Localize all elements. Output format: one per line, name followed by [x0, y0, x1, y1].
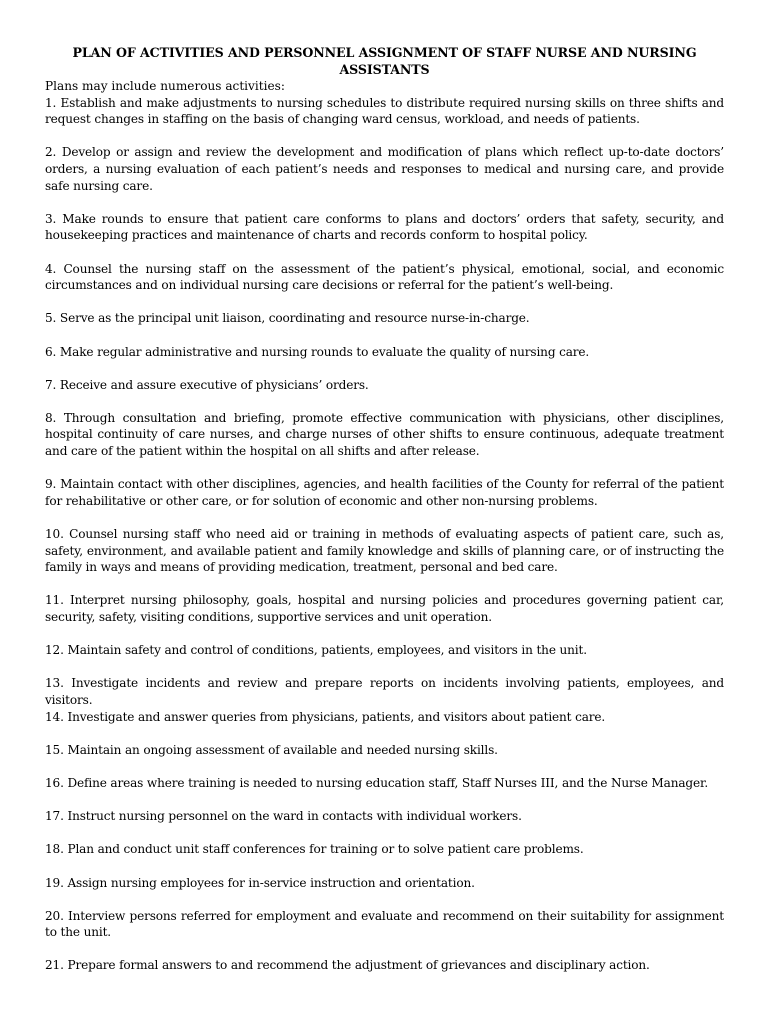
list-item-10: 10. Counsel nursing staff who need aid or training in methods of evaluating aspects of patient care, such as, safety, environment, and available patient and family knowledge and skills of planning care, or of instructing the family in ways and means of providing medication, treatment, personal and bed care.: [45, 527, 724, 575]
list-item-1: 1. Establish and make adjustments to nursing schedules to distribute required nursing skills on three shifts and request changes in staffing on the basis of changing ward census, workload, and needs of patients.: [45, 95, 724, 127]
list-item-13: 13. Investigate incidents and review and prepare reports on incidents involving patients, employees, and visitors.: [45, 676, 724, 707]
intro-text: Plans may include numerous activities:: [45, 79, 285, 93]
list-item-12: 12. Maintain safety and control of conditions, patients, employees, and visitors in the unit.: [45, 643, 587, 658]
list-item-11: 11. Interpret nursing philosophy, goals, hospital and nursing policies and procedures governing patient car, security, safety, visiting conditions, supportive services and unit operation.: [45, 593, 724, 624]
list-item-18: 18. Plan and conduct unit staff conferences for training or to solve patient care problems.: [45, 842, 584, 857]
list-item-6: 6. Make regular administrative and nursing rounds to evaluate the quality of nursing care.: [45, 344, 590, 359]
list-item-3: 3. Make rounds to ensure that patient care conforms to plans and doctors’ orders that safety, security, and housekeeping practices and maintenance of charts and records conform to hospital policy.: [45, 211, 724, 243]
list-item-16: 16. Define areas where training is needed to nursing education staff, Staff Nurses III, and the Nurse Manager.: [45, 775, 709, 790]
list-item-9: 9. Maintain contact with other disciplines, agencies, and health facilities of the County for referral of the patient for rehabilitative or other care, or for solution of economic and other non-nursing problems.: [45, 477, 724, 508]
list-item-19: 19. Assign nursing employees for in-service instruction and orientation.: [45, 875, 475, 890]
list-item-2: 2. Develop or assign and review the development and modification of plans which reflect up-to-date doctors’ orders, a nursing evaluation of each patient’s needs and responses to medical and nursing care, and provide safe nursing care.: [45, 145, 724, 193]
document-title: PLAN OF ACTIVITIES AND PERSONNEL ASSIGNMENT OF STAFF NURSE AND NURSING ASSISTANTS: [72, 45, 697, 77]
list-item-4: 4. Counsel the nursing staff on the assessment of the patient’s physical, emotional, social, and economic circumstances and on individual nursing care decisions or referral for the patient’s well-being.: [45, 261, 724, 293]
list-item-17: 17. Instruct nursing personnel on the ward in contacts with individual workers.: [45, 809, 522, 824]
list-item-21: 21. Prepare formal answers to and recommend the adjustment of grievances and disciplinary action.: [45, 958, 650, 973]
list-item-5: 5. Serve as the principal unit liaison, coordinating and resource nurse-in-charge.: [45, 311, 530, 326]
list-item-15: 15. Maintain an ongoing assessment of available and needed nursing skills.: [45, 742, 498, 757]
list-item-8: 8. Through consultation and briefing, promote effective communication with physicians, other disciplines, hospital continuity of care nurses, and charge nurses of other shifts to ensure continuous, adequate treatment and care of the patient within the hospital on all shifts and after release.: [45, 410, 724, 459]
list-item-7: 7. Receive and assure executive of physicians’ orders.: [45, 377, 369, 392]
list-item-14: 14. Investigate and answer queries from physicians, patients, and visitors about patient care.: [45, 709, 606, 724]
list-item-20: 20. Interview persons referred for employment and evaluate and recommend on their suitability for assignment to the unit.: [45, 908, 724, 940]
